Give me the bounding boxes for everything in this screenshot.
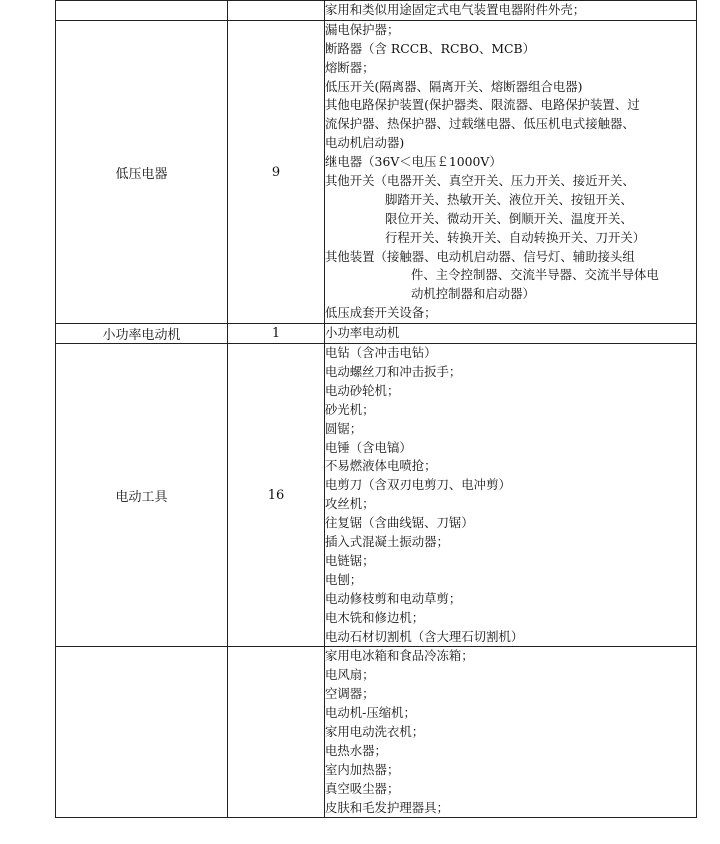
product-line: 动机控制器和启动器）	[411, 286, 535, 302]
product-line: 家用电动洗衣机；	[325, 723, 425, 739]
product-line: 漏电保护器；	[325, 21, 400, 37]
product-line: 流保护器、热保护器、过载继电器、低压机电式接触器、	[325, 116, 635, 132]
count-cell: 16	[228, 344, 325, 647]
product-line: 电链锯；	[325, 552, 375, 568]
product-list-cell	[325, 647, 697, 818]
product-line: 圆锯；	[325, 420, 363, 436]
product-line: 真空吸尘器；	[325, 780, 400, 796]
product-line: 电动砂轮机；	[325, 382, 400, 398]
product-list-cell	[325, 324, 697, 344]
product-line: 室内加热器；	[325, 761, 400, 777]
product-line: 皮肤和毛发护理器具；	[325, 799, 449, 815]
product-line: 继电器（36V＜电压￡1000V）	[325, 154, 502, 170]
category-cell: 小功率电动机	[56, 324, 228, 344]
category-cell: 低压电器	[56, 20, 228, 323]
product-line: 电动修枝剪和电动草剪；	[325, 590, 462, 606]
product-line: 其他开关（电器开关、真空开关、压力开关、接近开关、	[325, 173, 635, 189]
product-line: 电动石材切割机（含大理石切割机）	[325, 628, 524, 644]
product-line: 电动机启动器)	[325, 135, 405, 151]
product-list-cell	[325, 20, 697, 323]
product-line: 电锤（含电镐）	[325, 439, 412, 455]
table-body	[56, 1, 697, 818]
table-row	[56, 647, 697, 818]
product-line: 电刨；	[325, 571, 363, 587]
product-line: 攻丝机；	[325, 496, 375, 512]
category-cell	[56, 647, 228, 818]
product-line: 家用电冰箱和食品冷冻箱；	[325, 648, 474, 664]
product-line: 熔断器；	[325, 59, 375, 75]
product-line: 行程开关、转换开关、自动转换开关、刀开关）	[385, 229, 646, 245]
product-line: 电钻（含冲击电钻）	[325, 345, 437, 361]
count-cell: 1	[228, 324, 325, 344]
table-row	[56, 324, 697, 344]
count-cell: 9	[228, 20, 325, 323]
product-line: 空调器；	[325, 686, 375, 702]
product-line: 电风扇；	[325, 667, 375, 683]
product-line: 电动螺丝刀和冲击扳手；	[325, 364, 462, 380]
product-line: 脚踏开关、热敏开关、液位开关、按钮开关、	[385, 191, 633, 207]
product-line: 断路器（含 RCCB、RCBO、MCB）	[325, 40, 536, 56]
table-row	[56, 1, 697, 21]
category-cell: 电动工具	[56, 344, 228, 647]
product-line: 低压成套开关设备；	[325, 305, 437, 321]
table-row	[56, 344, 697, 647]
product-line: 电动机-压缩机；	[325, 705, 416, 721]
product-line: 件、主令控制器、交流半导器、交流半导体电	[411, 267, 659, 283]
product-list-cell	[325, 344, 697, 647]
product-line: 其他电路保护装置(保护器类、限流器、电路保护装置、过	[325, 97, 640, 113]
product-line: 往复锯（含曲线锯、刀锯）	[325, 515, 474, 531]
product-line: 不易燃液体电喷抢；	[325, 458, 437, 474]
product-category-table	[55, 0, 697, 818]
product-line: 插入式混凝土振动器；	[325, 534, 449, 550]
product-line: 电热水器；	[325, 742, 387, 758]
product-line: 砂光机；	[325, 401, 375, 417]
count-cell	[228, 647, 325, 818]
product-line: 小功率电动机	[325, 325, 400, 341]
product-list-cell	[325, 1, 697, 21]
product-line: 电木铣和修边机；	[325, 609, 425, 625]
product-line: 其他装置（接触器、电动机启动器、信号灯、辅助接头组	[325, 248, 635, 264]
product-line: 电剪刀（含双刃电剪刀、电冲剪）	[325, 477, 511, 493]
count-cell	[228, 1, 325, 21]
product-line: 家用和类似用途固定式电气装置电器附件外壳；	[325, 2, 586, 17]
product-line: 限位开关、微动开关、倒顺开关、温度开关、	[385, 210, 633, 226]
table-row	[56, 20, 697, 323]
product-line: 低压开关(隔离器、隔离开关、熔断器组合电器)	[325, 78, 583, 94]
category-cell	[56, 1, 228, 21]
